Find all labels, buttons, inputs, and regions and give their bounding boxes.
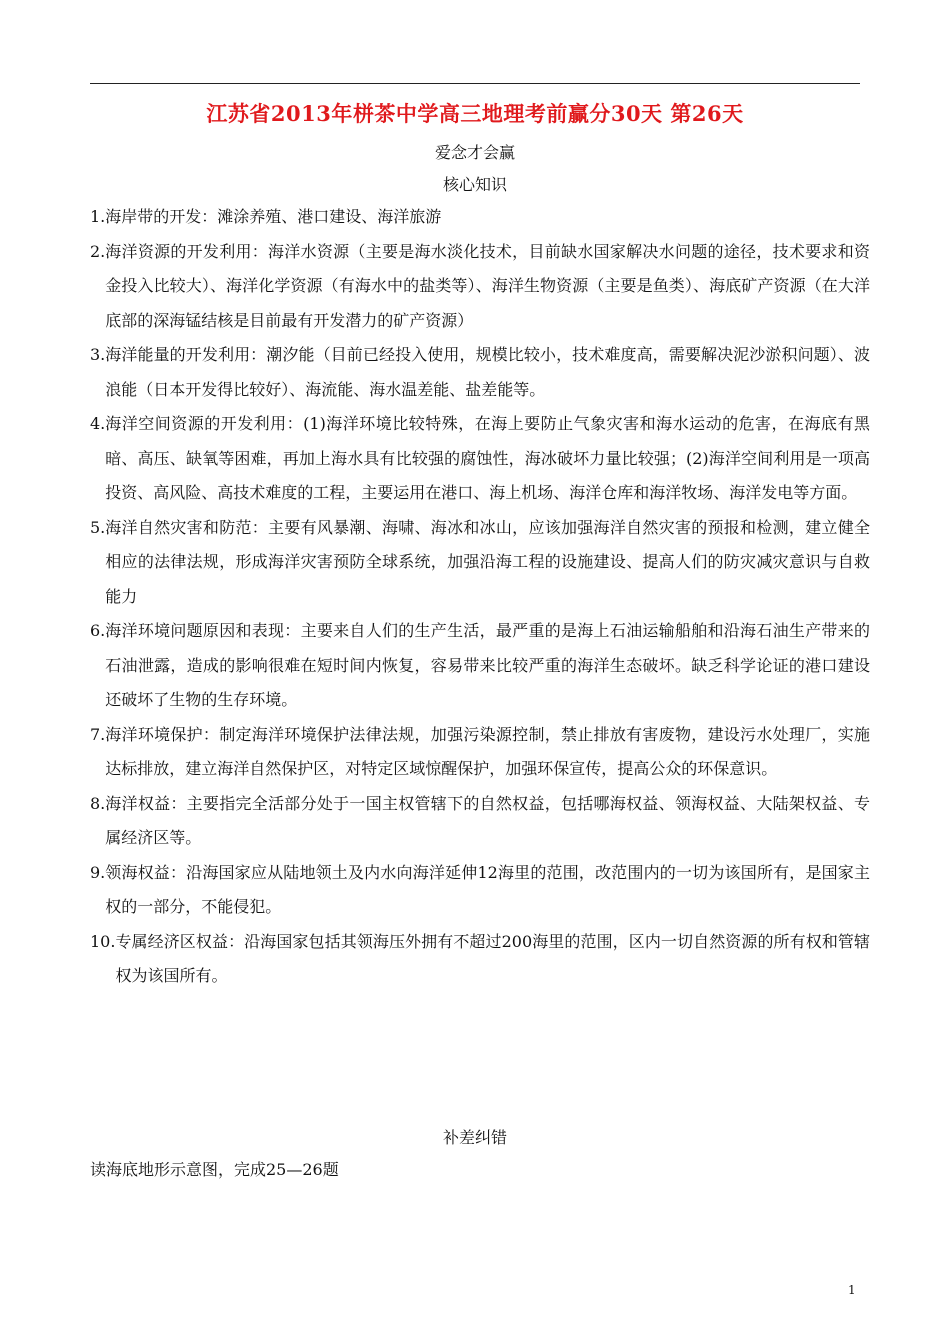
section-heading-correction: 补差纠错 [442, 1128, 507, 1147]
section-heading-core: 核心知识 [442, 175, 507, 194]
item-text: 海洋能量的开发利用：潮汐能（目前已经投入使用，规模比较小，技术难度高，需要解决泥沙淤积问题）、波浪能（日本开发得比较好）、海流能、海水温差能、盐差能等。 [105, 345, 870, 399]
item-text: 专属经济区权益：沿海国家包括其领海压外拥有不超过200海里的范围，区内一切自然资源的所有权和管辖权为该国所有。 [115, 931, 870, 985]
item-number: 7. [90, 724, 106, 744]
page-number: 1 [848, 1283, 856, 1297]
item-number: 10. [90, 931, 116, 951]
list-item-2 [90, 235, 870, 339]
item-number: 1. [90, 207, 106, 226]
item-text: 领海权益：沿海国家应从陆地领土及内水向海洋延伸12海里的范围，改范围内的一切为该国所有，是国家主权的一部分，不能侵犯。 [105, 862, 870, 916]
list-item-1 [90, 200, 870, 235]
list-item-10 [90, 925, 870, 994]
item-text: 海洋权益：主要指完全活部分处于一国主权管辖下的自然权益，包括哪海权益、领海权益、大陆架权益、专属经济区等。 [105, 793, 870, 847]
item-text: 海岸带的开发：滩涂养殖、港口建设、海洋旅游 [105, 207, 442, 226]
item-text: 海洋资源的开发利用：海洋水资源（主要是海水淡化技术，目前缺水国家解决水问题的途径，技术要求和资金投入比较大）、海洋化学资源（有海水中的盐类等）、海洋生物资源（主要是鱼类）、海底矿产资源（在大洋底部的深海锰结核是目前最有开发潜力的矿产资源） [105, 241, 870, 330]
item-text: 海洋空间资源的开发利用：(1)海洋环境比较特殊，在海上要防止气象灾害和海水运动的危害，在海底有黑暗、高压、缺氧等困难，再加上海水具有比较强的腐蚀性，海冰破坏力量比较强；(2)海洋空间利用是一项高投资、高风险、高技术难度的工程，主要运用在港口、海上机场、海洋仓库和海洋牧场、海洋发电等方面。 [105, 414, 870, 502]
item-number: 6. [90, 621, 106, 640]
item-number: 3. [90, 345, 106, 364]
list-item-9 [90, 856, 870, 925]
document-subtitle: 爱念才会赢 [434, 143, 515, 162]
item-number: 2. [90, 241, 106, 261]
question-prompt: 读海底地形示意图，完成25—26题 [90, 1160, 339, 1179]
list-item-6 [90, 614, 870, 718]
header-rule [90, 83, 860, 84]
list-item-5 [90, 511, 870, 615]
item-text: 海洋环境问题原因和表现：主要来自人们的生产生活，最严重的是海上石油运输船舶和沿海石油生产带来的石油泄露，造成的影响很难在短时间内恢复，容易带来比较严重的海洋生态破坏。缺乏科学论证的港口建设还破坏了生物的生存环境。 [105, 621, 870, 709]
item-number: 4. [90, 414, 106, 433]
list-item-4 [90, 407, 870, 511]
document-title: 江苏省2013年栟茶中学高三地理考前赢分30天 第26天 [206, 101, 744, 126]
item-text: 海洋环境保护：制定海洋环境保护法律法规，加强污染源控制，禁止排放有害废物，建设污水处理厂，实施达标排放，建立海洋自然保护区，对特定区域惊醒保护，加强环保宣传，提高公众的环保意识。 [105, 724, 870, 778]
item-number: 9. [90, 862, 106, 882]
item-number: 8. [90, 793, 106, 813]
knowledge-list [90, 200, 870, 994]
list-item-7 [90, 718, 870, 787]
list-item-8 [90, 787, 870, 856]
item-number: 5. [90, 517, 106, 537]
list-item-3 [90, 338, 870, 407]
item-text: 海洋自然灾害和防范：主要有风暴潮、海啸、海冰和冰山，应该加强海洋自然灾害的预报和检测，建立健全相应的法律法规，形成海洋灾害预防全球系统，加强沿海工程的设施建设、提高人们的防灾减灾意识与自救能力 [105, 517, 870, 606]
